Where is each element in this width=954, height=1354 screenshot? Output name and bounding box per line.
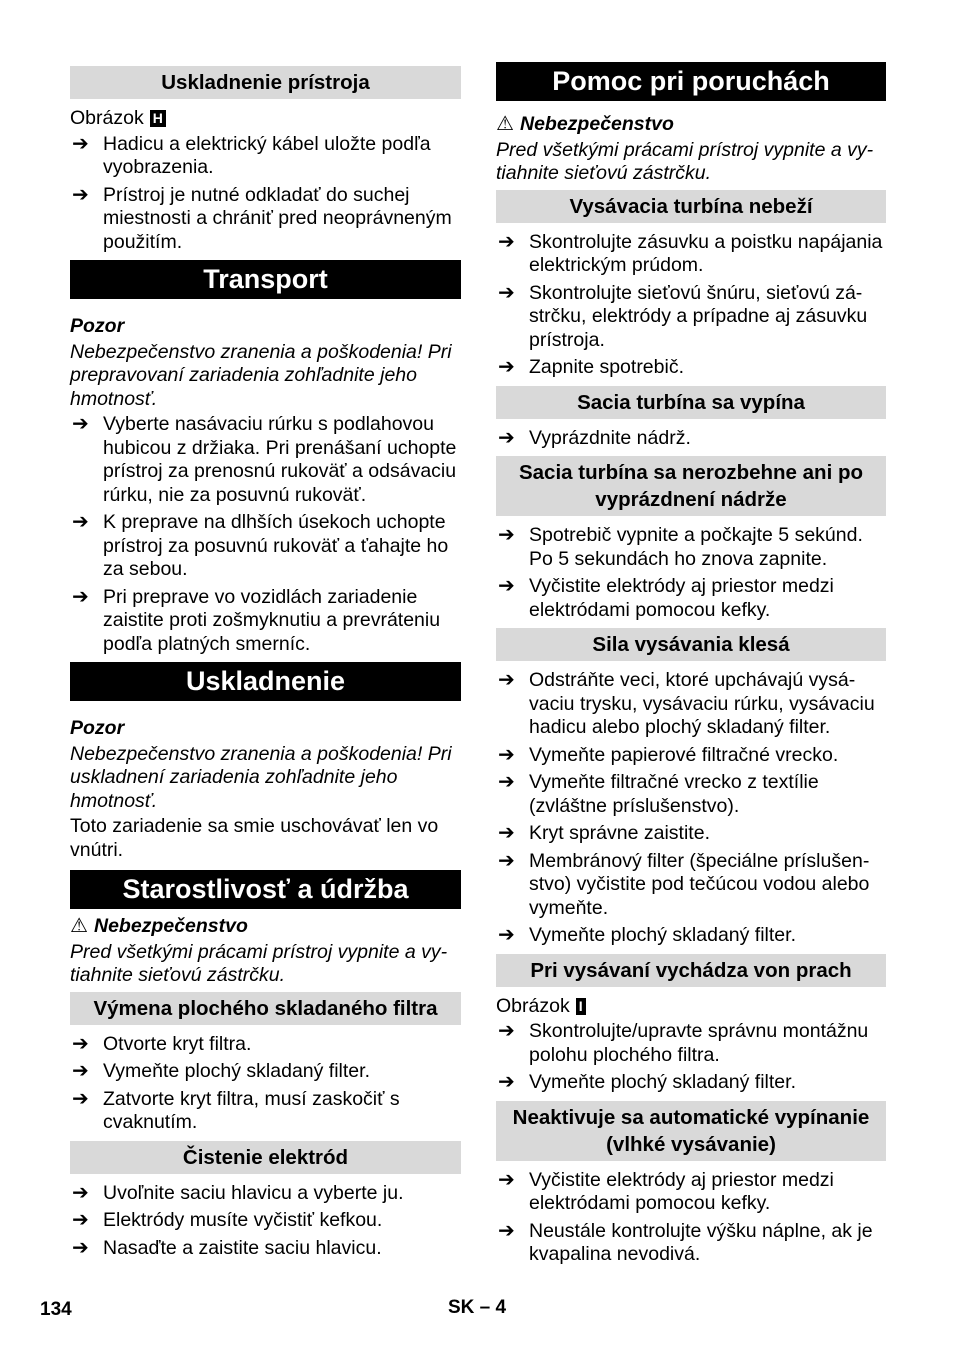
figure-id-badge: H xyxy=(150,110,166,127)
list-item-text: Zatvorte kryt filtra, musí zaskočiť s cvaknutím. xyxy=(103,1087,400,1133)
arrow-right-icon: ➔ xyxy=(498,426,515,449)
arrow-right-icon: ➔ xyxy=(498,743,515,766)
list-item xyxy=(496,771,886,818)
arrow-right-icon: ➔ xyxy=(498,822,515,844)
list-item xyxy=(496,1169,886,1216)
section-heading-storage: Uskladnenie xyxy=(70,662,461,701)
list-item-text: Vymeňte plochý skladaný filter. xyxy=(529,924,796,946)
list-item-text: Vymeňte plochý skladaný filter. xyxy=(103,1060,370,1082)
section-heading-storage-device: Uskladnenie prístroja xyxy=(70,66,461,99)
list-item-text: Odstráňte veci, ktoré upchávajú vysávaciu trysku, vysávaciu rúrku, vysávaciu hadicu alebo plochý skladaný filter. xyxy=(529,669,875,738)
warning-triangle-icon: ⚠ xyxy=(70,915,88,937)
list-item-text: Vyprázdnite nádrž. xyxy=(529,426,691,449)
caution-text: Nebezpečenstvo zranenia a poškodenia! Pri prepravovaní zariadenia zohľadnite jeho hmotnosť. xyxy=(70,340,452,410)
right-column xyxy=(496,62,886,1273)
arrow-right-icon: ➔ xyxy=(498,356,515,378)
instruction-list xyxy=(496,427,886,451)
list-item-text: Neustále kontrolujte výšku náplne, ak je kvapalina nevodivá. xyxy=(529,1219,873,1265)
list-item xyxy=(496,282,886,353)
list-item-text: Skontrolujte zásuvku a poistku napájania elektrickým prúdom. xyxy=(529,230,883,276)
list-item xyxy=(496,924,886,948)
list-item-text: Pri preprave vo vozidlách zariadenie zaistite proti zošmyknutiu a prevráteniu podľa platných smerníc. xyxy=(103,585,441,655)
arrow-right-icon: ➔ xyxy=(498,1071,515,1093)
list-item xyxy=(496,231,886,278)
instruction-list xyxy=(496,1020,886,1095)
arrow-right-icon: ➔ xyxy=(498,849,515,872)
list-item-text: Hadicu a elektrický kábel uložte podľa vyobrazenia. xyxy=(103,132,431,178)
list-item xyxy=(70,413,461,507)
instruction-list xyxy=(496,669,886,948)
arrow-right-icon: ➔ xyxy=(498,669,515,691)
section-heading-care-maintenance: Starostlivosť a údržba xyxy=(70,870,461,909)
arrow-right-icon: ➔ xyxy=(498,1168,515,1191)
arrow-right-icon: ➔ xyxy=(498,924,515,946)
list-item xyxy=(70,1237,461,1261)
instruction-list xyxy=(496,524,886,622)
caution-label: Pozor xyxy=(70,717,125,739)
list-item-text: Prístroj je nutné odkladať do suchej miestnosti a chrániť pred neoprávneným použitím. xyxy=(103,183,452,253)
list-item-text: Zapnite spotrebič. xyxy=(529,356,685,378)
list-item-text: Spotrebič vypnite a počkajte 5 sekúnd. Po 5 sekundách ho znova zapnite. xyxy=(529,524,863,570)
list-item-text: Vymeňte filtračné vrecko z textílie (zvláštne príslušenstvo). xyxy=(529,771,819,817)
list-item xyxy=(496,850,886,921)
list-item-text: Vyčistite elektródy aj priestor medzi elektródami pomocou kefky. xyxy=(529,575,834,621)
instruction-list xyxy=(496,231,886,380)
figure-reference: Obrázok I xyxy=(496,995,886,1019)
section-heading-turbine-switches-off: Sacia turbína sa vypína xyxy=(496,386,886,419)
arrow-right-icon: ➔ xyxy=(498,281,515,304)
section-heading-filter-replacement: Výmena plochého skladaného filtra xyxy=(70,992,461,1025)
instruction-list xyxy=(70,1033,461,1135)
list-item-text: Vyberte nasávaciu rúrku s podlahovou hubicou z držiaka. Pri prenášaní uchopte prístroj za prenosnú rukoväť a odsávaciu rúrku, nie za posuvnú rukoväť. xyxy=(103,413,457,506)
list-item-text: Elektródy musíte vyčistiť kefkou. xyxy=(103,1209,383,1231)
list-item-text: Vymeňte plochý skladaný filter. xyxy=(529,1071,796,1093)
figure-id-badge: I xyxy=(576,998,586,1015)
arrow-right-icon: ➔ xyxy=(72,511,89,533)
list-item-text: Vyčistite elektródy aj priestor medzi elektródami pomocou kefky. xyxy=(529,1168,834,1214)
caution-text: Nebezpečenstvo zranenia a poškodenia! Pri uskladnení zariadenia zohľadnite jeho hmotnosť. xyxy=(70,742,452,812)
list-item xyxy=(70,1060,461,1084)
figure-reference: Obrázok H xyxy=(70,107,461,131)
arrow-right-icon: ➔ xyxy=(72,183,89,206)
section-heading-turbine-not-starting: Sacia turbína sa nerozbehne ani po vyprázdnení nádrže xyxy=(496,456,886,516)
arrow-right-icon: ➔ xyxy=(72,1181,89,1204)
section-heading-suction-decreases: Sila vysávania klesá xyxy=(496,628,886,661)
section-heading-electrode-cleaning: Čistenie elektród xyxy=(70,1141,461,1174)
language-page-indicator: SK – 4 xyxy=(448,1297,507,1318)
list-item xyxy=(70,1088,461,1135)
arrow-right-icon: ➔ xyxy=(72,132,89,155)
section-heading-transport: Transport xyxy=(70,260,461,299)
section-heading-troubleshooting: Pomoc pri poruchách xyxy=(496,62,886,101)
list-item xyxy=(70,511,461,582)
arrow-right-icon: ➔ xyxy=(498,230,515,253)
list-item xyxy=(70,1209,461,1233)
warning-triangle-icon: ⚠ xyxy=(496,113,514,135)
list-item-text: Kryt správne zaistite. xyxy=(529,822,710,844)
arrow-right-icon: ➔ xyxy=(498,771,515,793)
danger-text: Pred všetkými prácami prístroj vypnite a vytiahnite sieťovú zástrčku. xyxy=(496,138,874,184)
page-number: 134 xyxy=(40,1299,72,1320)
list-item-text: Membránový filter (špeciálne príslušenstvo) vyčistite pod tečúcou vodou alebo vymeňte. xyxy=(529,849,870,919)
list-item xyxy=(496,1220,886,1267)
section-heading-turbine-not-running: Vysávacia turbína nebeží xyxy=(496,190,886,223)
danger-text: Pred všetkými prácami prístroj vypnite a vytiahnite sieťovú zástrčku. xyxy=(70,940,448,986)
arrow-right-icon: ➔ xyxy=(498,575,515,597)
list-item xyxy=(496,744,886,768)
list-item xyxy=(496,427,886,451)
arrow-right-icon: ➔ xyxy=(72,585,89,608)
list-item xyxy=(70,133,461,180)
section-heading-auto-shutoff-inactive: Neaktivuje sa automatické vypínanie (vlhké vysávanie) xyxy=(496,1101,886,1161)
instruction-list xyxy=(70,413,461,656)
list-item-text: Skontrolujte/upravte správnu montážnu polohu plochého filtra. xyxy=(529,1020,869,1066)
danger-heading: ⚠ Nebezpečenstvo xyxy=(496,113,674,135)
list-item-text: Skontrolujte sieťovú šnúru, sieťovú zástrčku, elektródy a prípadne aj zásuvku prístroja. xyxy=(529,281,868,351)
list-item xyxy=(70,586,461,657)
arrow-right-icon: ➔ xyxy=(498,1020,515,1042)
section-heading-dust-escapes: Pri vysávaní vychádza von prach xyxy=(496,954,886,987)
list-item-text: Uvoľnite saciu hlavicu a vyberte ju. xyxy=(103,1181,404,1204)
instruction-list xyxy=(70,133,461,255)
list-item xyxy=(496,1071,886,1095)
arrow-right-icon: ➔ xyxy=(498,1219,515,1242)
list-item xyxy=(496,822,886,846)
arrow-right-icon: ➔ xyxy=(72,1087,89,1110)
list-item xyxy=(496,356,886,380)
danger-heading: ⚠ Nebezpečenstvo xyxy=(70,915,248,937)
instruction-list xyxy=(70,1182,461,1261)
list-item xyxy=(70,1033,461,1057)
storage-note: Toto zariadenie sa smie uschovávať len vo vnútri. xyxy=(70,815,439,861)
list-item xyxy=(70,1182,461,1206)
list-item xyxy=(496,1020,886,1067)
list-item xyxy=(70,184,461,255)
list-item xyxy=(496,575,886,622)
left-column xyxy=(70,62,461,1266)
list-item xyxy=(496,669,886,740)
list-item-text: Vymeňte papierové filtračné vrecko. xyxy=(529,743,839,766)
arrow-right-icon: ➔ xyxy=(72,1209,89,1231)
arrow-right-icon: ➔ xyxy=(72,1032,89,1055)
list-item-text: Nasaďte a zaistite saciu hlavicu. xyxy=(103,1236,382,1259)
list-item-text: Otvorte kryt filtra. xyxy=(103,1032,252,1055)
list-item-text: K preprave na dlhších úsekoch uchopte prístroj za posuvnú rukoväť a ťahajte ho za sebou. xyxy=(103,511,449,580)
instruction-list xyxy=(496,1169,886,1267)
arrow-right-icon: ➔ xyxy=(72,1060,89,1082)
arrow-right-icon: ➔ xyxy=(72,1236,89,1259)
list-item xyxy=(496,524,886,571)
caution-label: Pozor xyxy=(70,315,125,337)
arrow-right-icon: ➔ xyxy=(72,413,89,435)
arrow-right-icon: ➔ xyxy=(498,524,515,546)
